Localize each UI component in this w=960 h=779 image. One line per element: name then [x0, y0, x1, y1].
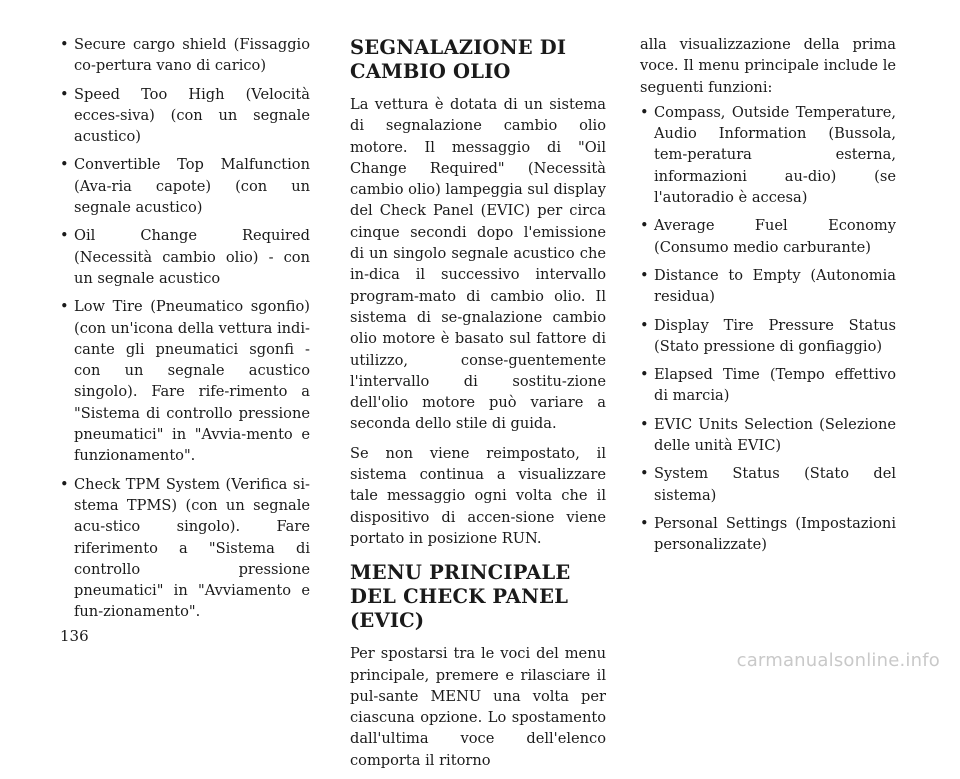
- list-item-text: • Display Tire Pressure Status (Stato pressione di gonfiaggio): [654, 316, 896, 355]
- list-item: [60, 84, 310, 148]
- list-item: [640, 463, 896, 506]
- list-item: [60, 225, 310, 289]
- reset-paragraph: Se non viene reimpostato, il sistema continua a visualizzare tale messaggio ogni volta che il dispositivo di accen-sione viene portato in posizione RUN.: [350, 444, 606, 547]
- list-item-text: • Personal Settings (Impostazioni personalizzate): [654, 514, 896, 554]
- menu-functions-list: [640, 102, 896, 556]
- list-item: [60, 474, 310, 623]
- list-item: [640, 364, 896, 407]
- evic-menu-heading: MENU PRINCIPALE DEL CHECK PANEL (EVIC): [350, 561, 571, 633]
- list-item-text: • Oil Change Required (Necessità cambio olio) - con un segnale acustico: [74, 227, 310, 287]
- left-column: [60, 34, 310, 630]
- list-item: [60, 296, 310, 466]
- list-item: [640, 513, 896, 556]
- list-item: [640, 215, 896, 258]
- list-item-text: • Check TPM System (Verifica si-stema TPMS) (con un segnale acu-stico singolo). Fare riferimento a "Sistema di controllo pressione pneumatici" in "Avviamento e fun-zionamento".: [74, 475, 310, 621]
- list-item-text: • Low Tire (Pneumatico sgonfio) (con un'icona della vettura indi-cante gli pneumatici sgonfi - con un segnale acustico singolo). Fare rife-rimento a "Sistema di controllo pressione pneumatici" in "Avvia-mento e funzionamento".: [74, 298, 310, 465]
- list-item-text: • Secure cargo shield (Fissaggio co-pertura vano di carico): [74, 36, 310, 75]
- list-item-text: • EVIC Units Selection (Selezione delle unità EVIC): [654, 415, 896, 455]
- list-item-text: • System Status (Stato del sistema): [654, 465, 896, 504]
- list-item-text: • Compass, Outside Temperature, Audio Information (Bussola, tem-peratura esterna, informazioni au-dio) (se l'autoradio è accesa): [654, 103, 896, 207]
- list-item-text: • Speed Too High (Velocità ecces-siva) (con un segnale acustico): [74, 85, 310, 146]
- right-column: [640, 34, 896, 563]
- list-item: [640, 315, 896, 358]
- warning-list: [60, 34, 310, 623]
- middle-column: [350, 36, 606, 779]
- list-item: [640, 414, 896, 457]
- oil-change-paragraph: La vettura è dotata di un sistema di segnalazione cambio olio motore. Il messaggio di "Oil Change Required" (Necessità cambio olio) lampeggia sul display del Check Panel (EVIC) per circa cinque secondi dopo l'emissione di un singolo segnale acustico che in-dica il successivo intervallo program-mato di cambio olio. Il sistema di se-gnalazione cambio olio motore è basato sul fattore di utilizzo, conse-guentemente l'intervallo di sostitu-zione dell'olio motore può variare a seconda dello stile di guida.: [350, 96, 606, 433]
- page-number: 136: [60, 627, 89, 645]
- list-item-text: • Average Fuel Economy (Consumo medio carburante): [654, 217, 896, 256]
- list-item: [60, 154, 310, 218]
- list-item-text: • Distance to Empty (Autonomia residua): [654, 266, 896, 306]
- list-item: [640, 102, 896, 208]
- list-item-text: • Convertible Top Malfunction (Ava-ria capote) (con un segnale acustico): [74, 156, 310, 217]
- oil-change-heading: SEGNALAZIONE DI CAMBIO OLIO: [350, 36, 567, 83]
- watermark: carmanualsonline.info: [736, 650, 940, 671]
- list-item: [640, 265, 896, 308]
- evic-menu-paragraph: Per spostarsi tra le voci del menu principale, premere e rilasciare il pul-sante MENU una volta per ciascuna opzione. Lo spostamento dall'ultima voce dell'elenco comporta il ritorno: [350, 645, 606, 769]
- menu-intro: alla visualizzazione della prima voce. Il menu principale include le seguenti funzioni:: [640, 36, 896, 96]
- list-item-text: • Elapsed Time (Tempo effettivo di marcia): [654, 366, 896, 405]
- list-item: [60, 34, 310, 77]
